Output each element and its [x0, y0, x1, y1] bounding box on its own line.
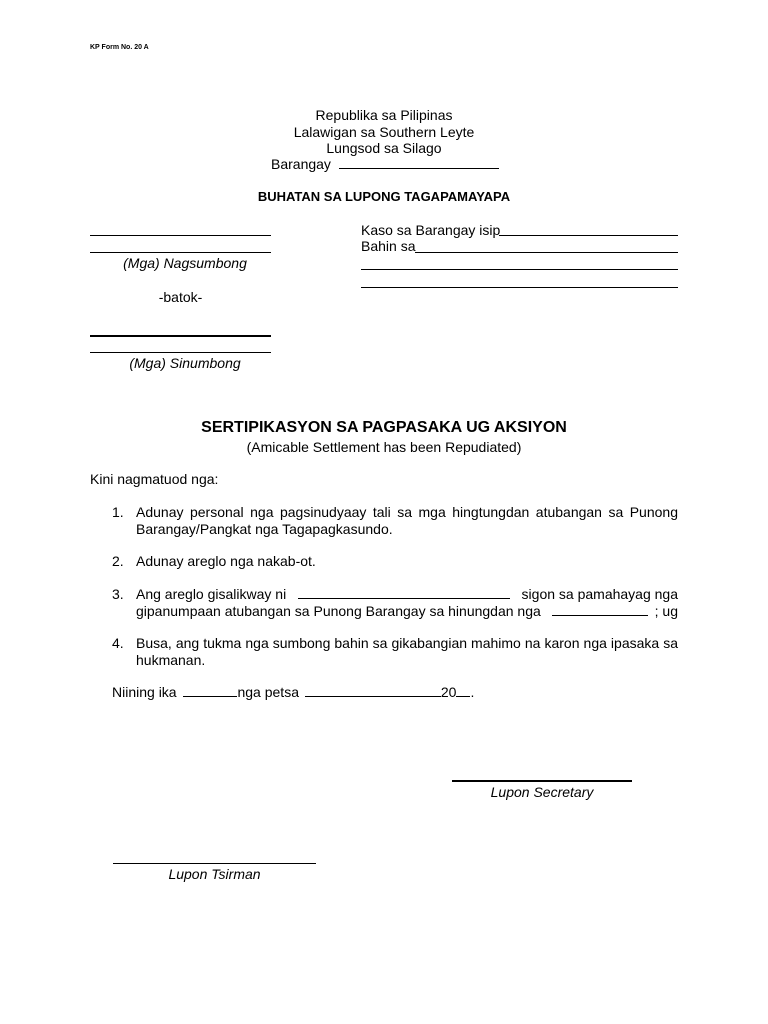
form-number: KP Form No. 20 A — [90, 44, 149, 51]
header-country: Republika sa Pilipinas — [315, 107, 453, 123]
item-1-line-2: Barangay/Pangkat nga Tagapagkasundo. — [136, 521, 393, 537]
header-municipality: Lungsod sa Silago — [326, 140, 442, 156]
item-3-part-4: ; ug — [654, 603, 678, 619]
complainant-line-1[interactable] — [90, 235, 271, 236]
respondent-label: (Mga) Sinumbong — [129, 355, 241, 371]
date-middle: nga petsa — [237, 684, 299, 700]
item-4-line-2: hukmanan. — [136, 652, 206, 668]
date-year: 20 — [440, 684, 457, 700]
respondent-line-1[interactable] — [90, 335, 271, 337]
item-3-line-1 — [136, 586, 678, 603]
chairman-label: Lupon Tsirman — [168, 866, 261, 882]
list-item-2 — [112, 553, 678, 570]
item-3-part-3: gipanumpaan atubangan sa Punong Barangay sa hinungdan nga — [136, 603, 541, 619]
respondent-line-2[interactable] — [90, 352, 271, 353]
case-number-label: Kaso sa Barangay isip — [361, 222, 501, 238]
header-province: Lalawigan sa Southern Leyte — [293, 124, 475, 140]
date-prefix: Niining ika — [112, 684, 177, 700]
header-barangay-line — [271, 156, 499, 173]
list-item-3 — [112, 586, 678, 620]
item-3-line-2 — [136, 603, 678, 620]
date-line — [112, 684, 474, 701]
item-number: 2. — [112, 553, 124, 569]
secretary-signature-line[interactable] — [452, 780, 632, 782]
barangay-label: Barangay — [271, 156, 331, 172]
case-for-label: Bahin sa — [361, 238, 416, 254]
year-blank[interactable] — [456, 684, 470, 697]
list-item-4 — [112, 635, 678, 669]
day-blank[interactable] — [183, 684, 237, 697]
list-item-1 — [112, 504, 678, 538]
date-end: . — [470, 684, 475, 700]
intro-text: Kini nagmatuod nga: — [90, 471, 219, 487]
case-number-blank[interactable] — [499, 235, 678, 236]
barangay-blank[interactable] — [339, 156, 499, 169]
item-number: 3. — [112, 586, 124, 602]
case-for-blank-2[interactable] — [361, 269, 678, 270]
reason-blank[interactable] — [552, 603, 648, 616]
case-for-blank-1[interactable] — [415, 252, 678, 253]
case-for-blank-3[interactable] — [361, 287, 678, 288]
item-number: 4. — [112, 635, 124, 651]
certificate-title: SERTIPIKASYON SA PAGPASAKA UG AKSIYON — [201, 419, 567, 436]
complainant-label: (Mga) Nagsumbong — [123, 255, 247, 271]
item-2-text: Adunay areglo nga nakab-ot. — [136, 553, 316, 569]
office-title: BUHATAN SA LUPONG TAGAPAMAYAPA — [257, 189, 511, 204]
chairman-signature-line[interactable] — [113, 863, 316, 864]
item-number: 1. — [112, 504, 124, 520]
item-4-line-1: Busa, ang tukma nga sumbong bahin sa gikabangian mahimo na karon nga ipasaka sa — [136, 635, 678, 651]
month-blank[interactable] — [305, 684, 441, 697]
versus-label: -batok- — [158, 289, 203, 305]
item-1-line-1: Adunay personal nga pagsinudyaay tali sa mga hingtungdan atubangan sa Punong — [136, 504, 678, 520]
repudiator-name-blank[interactable] — [298, 586, 510, 599]
complainant-line-2[interactable] — [90, 252, 271, 253]
certificate-subtitle: (Amicable Settlement has been Repudiated) — [246, 439, 522, 455]
item-3-part-1: Ang areglo gisalikway ni — [136, 586, 287, 602]
secretary-label: Lupon Secretary — [490, 784, 594, 800]
item-3-part-2: sigon sa pamahayag nga — [521, 586, 678, 602]
